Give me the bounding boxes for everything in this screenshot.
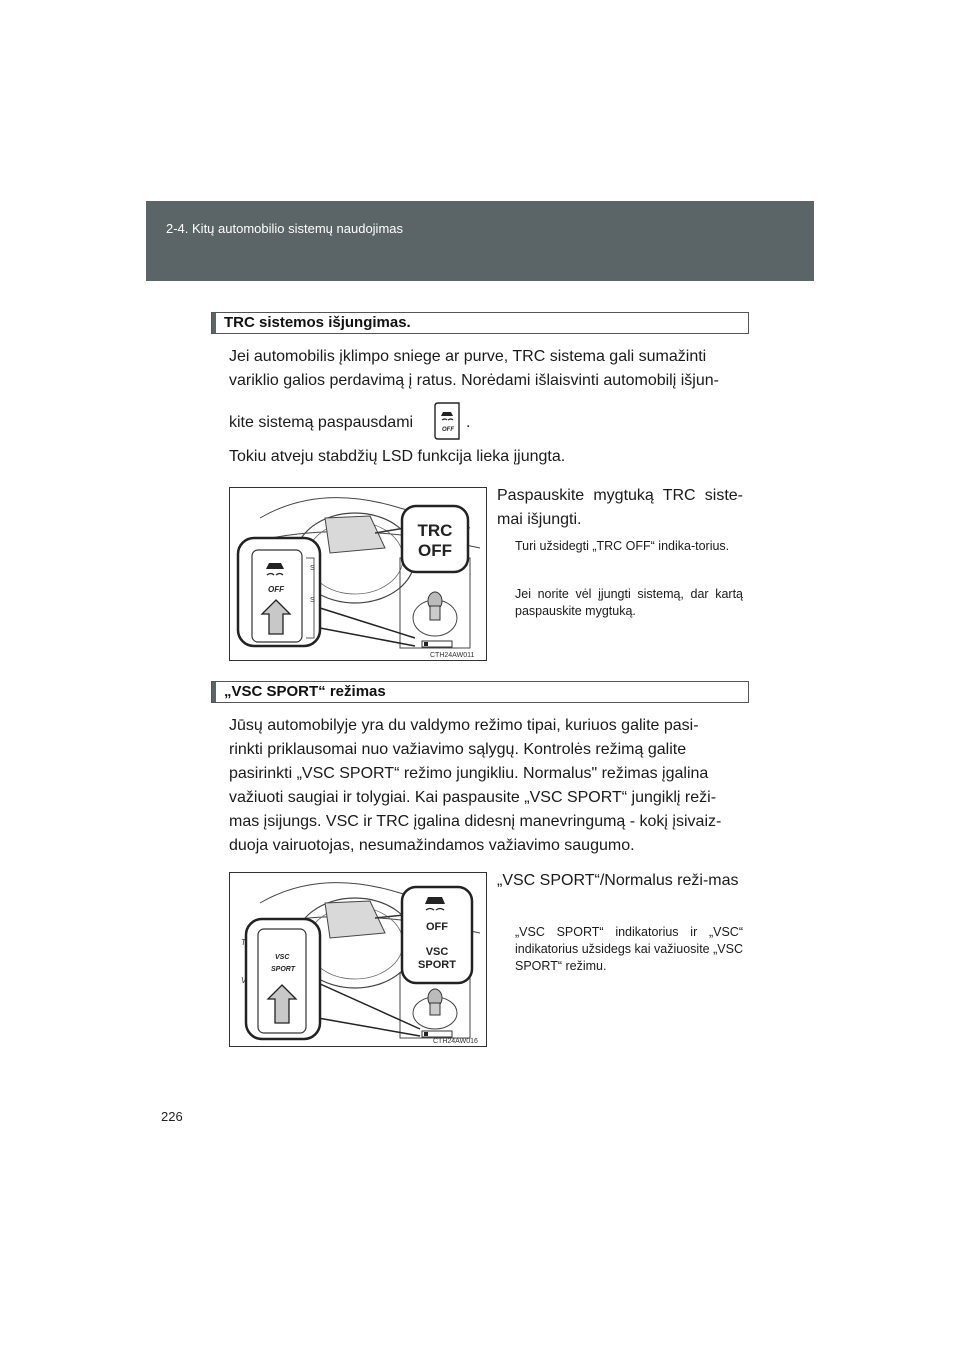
trc-note-2: Jei norite vėl įjungti sistemą, dar kartą paspauskite mygtuką. xyxy=(515,587,743,618)
button-off-label: OFF xyxy=(268,585,284,594)
car-slip-icon xyxy=(425,897,445,904)
button-sport-label: SPORT xyxy=(271,966,295,973)
dashboard-illustration xyxy=(230,488,486,660)
vsc-note: „VSC SPORT“ indikatorius ir „VSC“ indikatorius užsidegs kai važiuosite „VSC SPORT“ režimu. xyxy=(515,925,743,973)
svg-text:V: V xyxy=(241,976,247,985)
section1-paragraph-2: Tokiu atveju stabdžių LSD funkcija lieka įjungta. xyxy=(229,448,566,465)
section2-paragraph: Jūsų automobilyje yra du valdymo režimo tipai, kuriuos galite pasi- rinkti priklausomai nuo važiavimo sąlygų. Kontrolės režimą galite pasirinkti „VSC SPORT“ režimo jungikliu. Normalus" režimas įgalina važiuoti saugiai ir tolygiai. Kai paspausite „VSC SPORT“ jungiklį reži- mas įsijungs. VSC ir TRC įgalina didesnį manevringumą - kokį įsivaiz- duoja vairuotojas, nesumažindamos važiavimo saugumo. xyxy=(229,717,722,854)
figure-code: CTH24AW011 xyxy=(430,652,475,659)
section-heading-vsc-sport xyxy=(211,681,749,703)
callout-vsc: VSC xyxy=(425,946,449,958)
svg-text:OFF: OFF xyxy=(442,427,454,433)
car-slip-icon xyxy=(266,563,284,569)
chapter-title: 2-4. Kitų automobilio sistemų naudojimas xyxy=(166,221,404,236)
button-vsc-label: VSC xyxy=(275,954,290,961)
section-title: „VSC SPORT“ režimas xyxy=(224,683,386,700)
dashboard-illustration xyxy=(230,873,486,1046)
trc-figure xyxy=(229,487,487,661)
section-title: TRC sistemos išjungimas. xyxy=(224,314,411,331)
section1-paragraph: Jei automobilis įklimpo sniege ar purve, TRC sistema gali sumažinti variklio galios perdavimą į ratus. Norėdami išlaisvinti automobilį išjun- kite sistemą paspausdami . xyxy=(229,348,719,431)
trc-note-1: Turi užsidegti „TRC OFF“ indika-torius. xyxy=(515,539,730,553)
vsc-sport-figure xyxy=(229,872,487,1047)
svg-text:T: T xyxy=(241,938,246,947)
chapter-header xyxy=(146,201,814,281)
trc-off-button-icon xyxy=(433,402,463,440)
trc-instruction: Paspauskite mygtuką TRC siste-mai išjungti. xyxy=(497,487,743,528)
section-heading-trc xyxy=(211,312,749,334)
callout-off: OFF xyxy=(418,541,452,560)
callout-off: OFF xyxy=(426,921,448,933)
vsc-instruction: „VSC SPORT“/Normalus reži-mas xyxy=(497,872,739,889)
svg-text:S: S xyxy=(310,597,315,604)
figure-code: CTH24AW016 xyxy=(433,1038,478,1045)
svg-text:S: S xyxy=(310,565,315,572)
page-number: 226 xyxy=(161,1109,183,1124)
callout-sport: SPORT xyxy=(418,959,456,971)
callout-trc: TRC xyxy=(417,521,453,540)
